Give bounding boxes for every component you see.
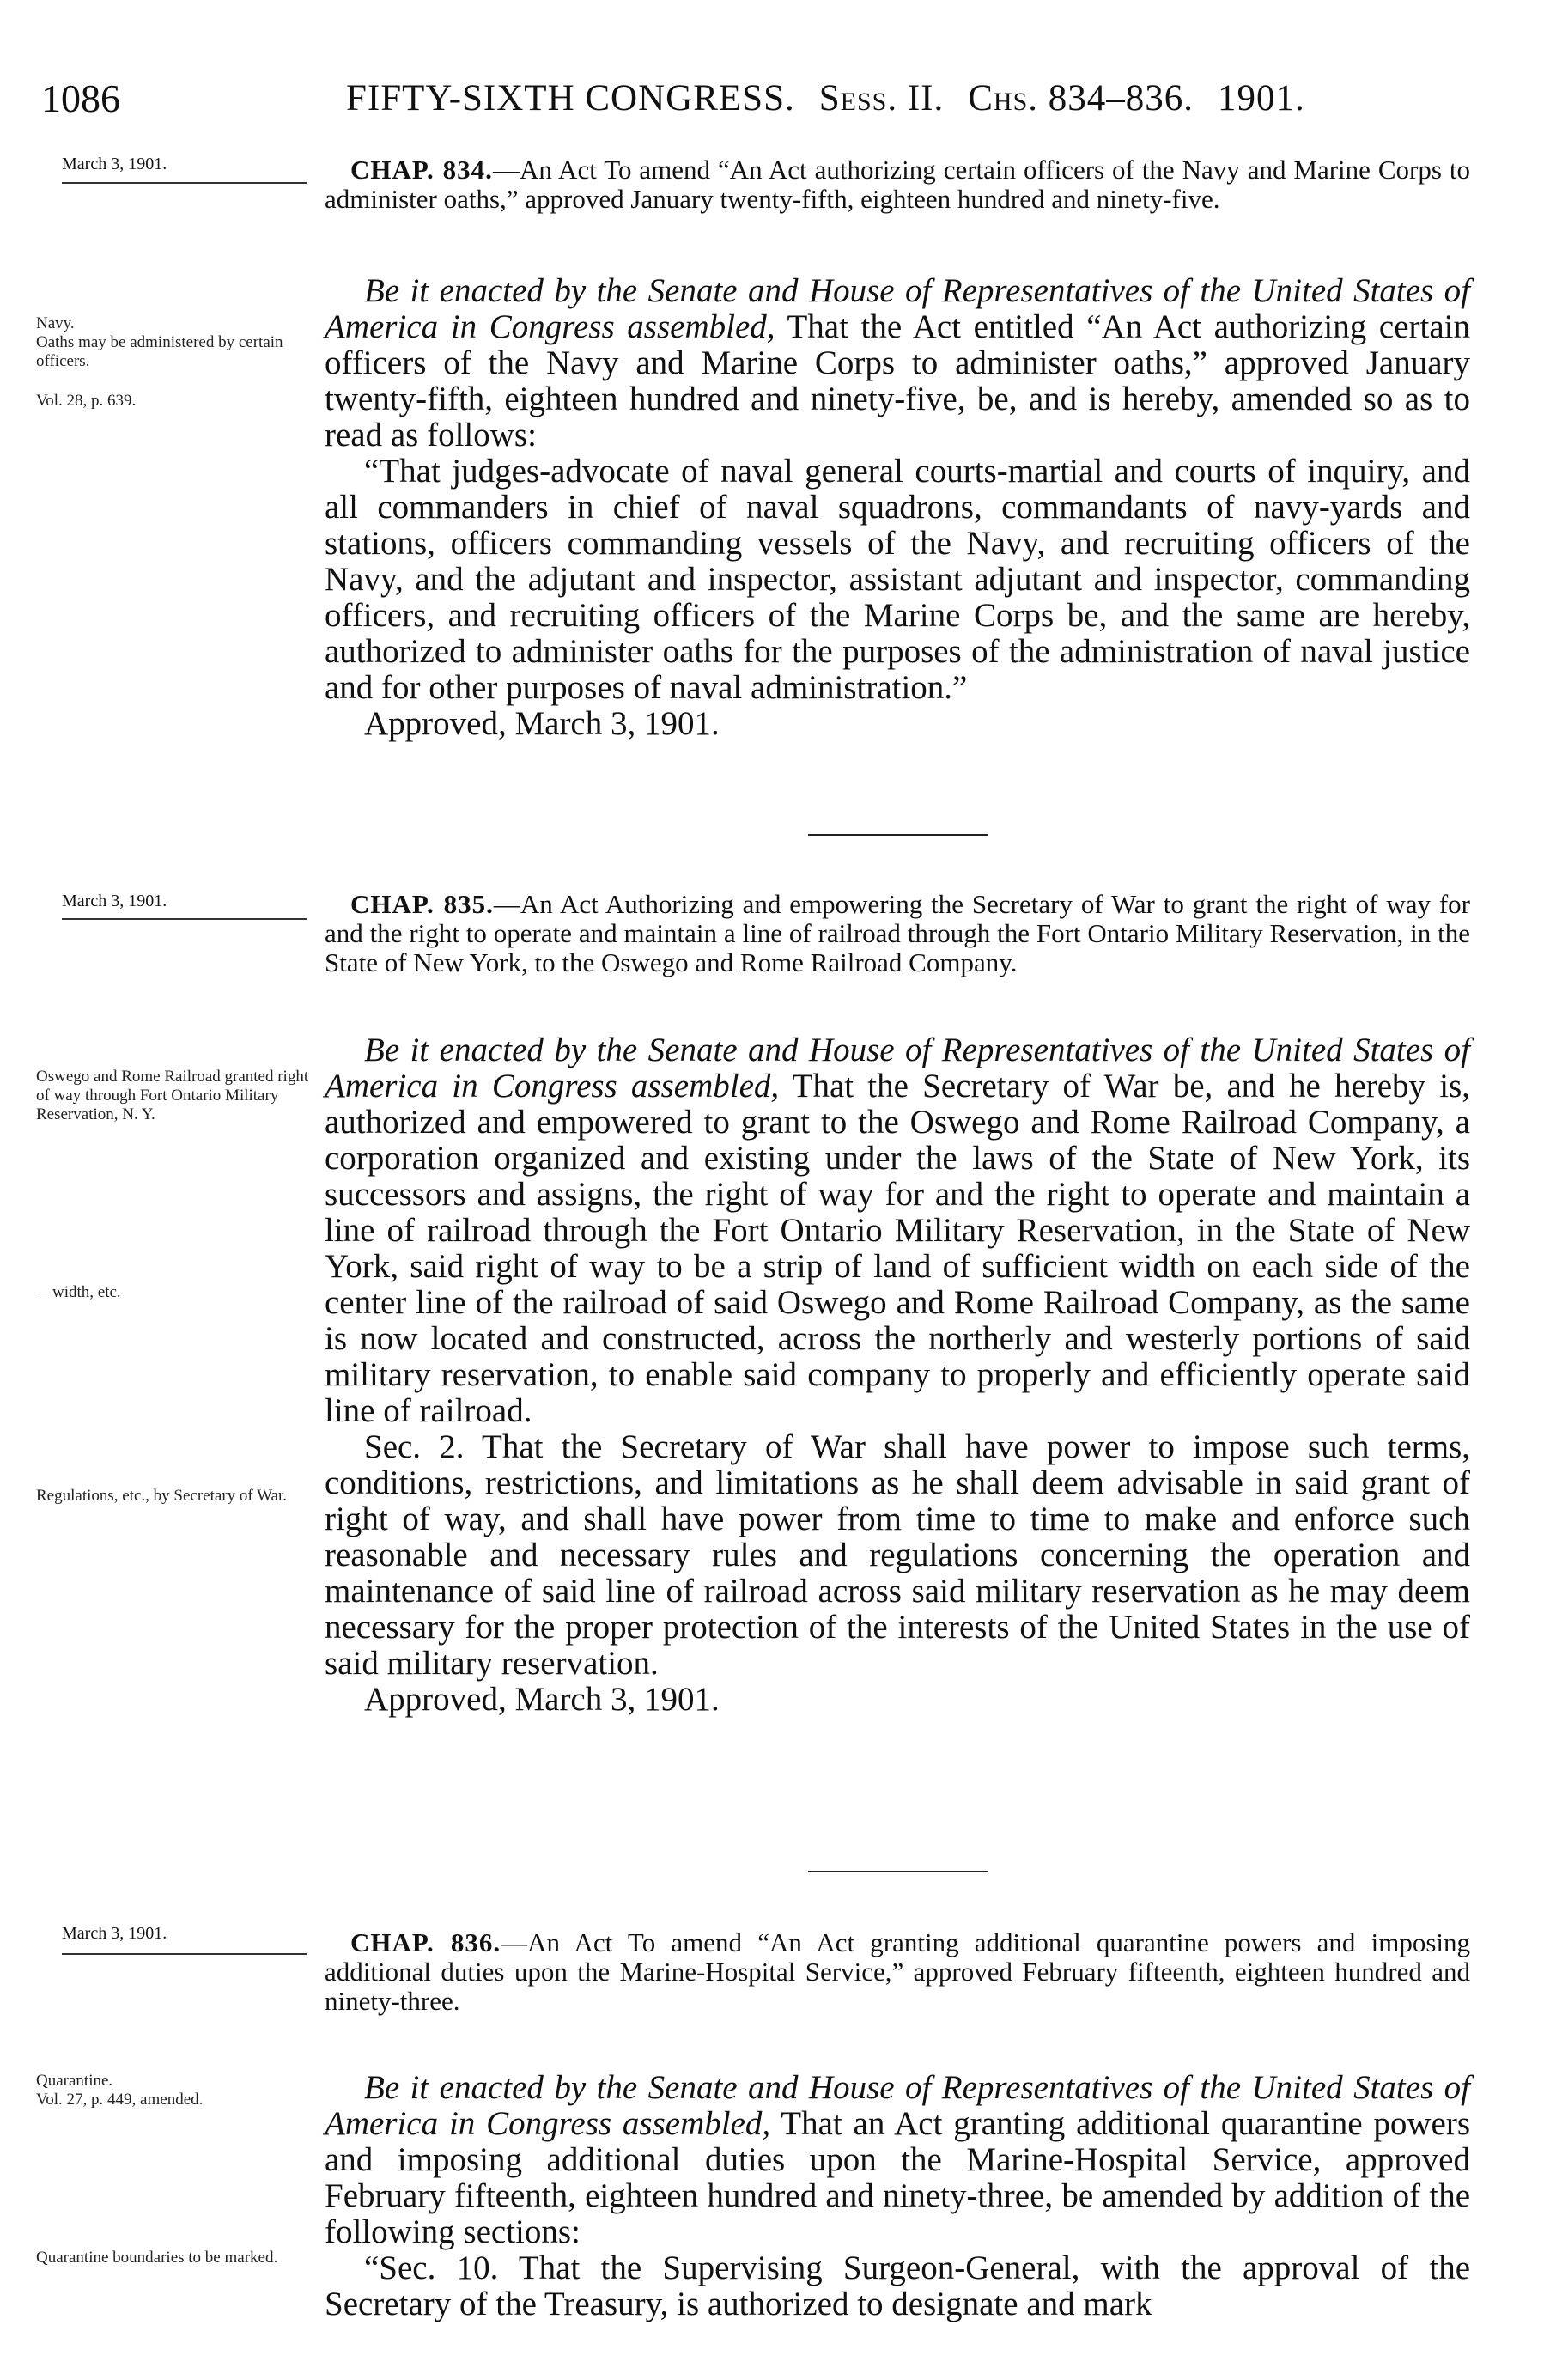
chapter-title: —An Act Authorizing and empowering the Secretary of War to grant the right of way for and the right to operate and maintain a line of railroad through the Fort Ontario Military Reservation, in the State of New York, to the Oswego and Rome Railroad Company. <box>325 889 1471 977</box>
date-rule <box>62 1953 307 1955</box>
section-text: That the Act entitled “An Act authorizing certain officers of the Navy and Marine Corps to administer oaths,” approved January twenty-fifth, eighteen hundred and ninety-five, be, and is hereby, amended so as to read as follows: <box>325 308 1470 453</box>
separator-rule <box>808 834 988 836</box>
chapter-date: March 3, 1901. <box>62 892 167 910</box>
separator-rule <box>808 1871 988 1872</box>
margin-note: Navy. <box>36 314 75 332</box>
enacting-clause: Be it enacted by the Senate and House of Representatives of the United States of America in Congress assembled, <box>325 272 1470 345</box>
approved-line: Approved, March 3, 1901. <box>364 705 720 742</box>
chapters-range: Chs. 834–836. <box>968 78 1194 119</box>
margin-note: Quarantine boundaries to be marked. <box>36 2249 278 2267</box>
act-body <box>325 273 1470 742</box>
margin-note: Oaths may be administered by certain officers. <box>36 333 283 370</box>
running-title <box>346 77 1305 119</box>
section-text: That an Act granting additional quarantine powers and imposing additional duties upon the Marine-Hospital Service, approved February fifteenth, eighteen hundred and ninety-three, be amended by addition of the following sections: <box>325 2105 1470 2250</box>
chapter-title: —An Act To amend “An Act granting additional quarantine powers and imposing additional duties upon the Marine-Hospital Service,” approved February fifteenth, eighteen hundred and ninety-three. <box>325 1927 1470 2016</box>
date-rule <box>62 918 307 920</box>
section-text: “Sec. 10. That the Supervising Surgeon-General, with the approval of the Secretary of the Treasury, is authorized to designate and mark <box>325 2249 1470 2322</box>
margin-note: Quarantine. <box>36 2072 113 2090</box>
act-body <box>325 1032 1470 1718</box>
page-number: 1086 <box>41 76 120 120</box>
enacting-clause: Be it enacted by the Senate and House of Representatives of the United States of America in Congress assembled, <box>325 2069 1470 2142</box>
date-rule <box>62 182 307 184</box>
margin-note: Vol. 27, p. 449, amended. <box>36 2091 204 2109</box>
chapter-label: CHAP. 834. <box>350 155 493 185</box>
chapter-label: CHAP. 836. <box>350 1927 501 1957</box>
margin-note: —width, etc. <box>36 1283 121 1301</box>
margin-note: Oswego and Rome Railroad granted right of way through Fort Ontario Military Reservation, N. Y. <box>36 1068 309 1123</box>
chapter-label: CHAP. 835. <box>350 889 494 919</box>
margin-note: Regulations, etc., by Secretary of War. <box>36 1487 288 1505</box>
act-body <box>325 2070 1470 2322</box>
chapter-date: March 3, 1901. <box>62 1924 167 1943</box>
session-label: Sess. II. <box>818 78 945 119</box>
margin-note: Vol. 28, p. 639. <box>36 392 137 410</box>
chapter-date: March 3, 1901. <box>62 155 167 173</box>
enacting-clause: Be it enacted by the Senate and House of Representatives of the United States of America in Congress assembled, <box>325 1032 1470 1105</box>
chapter-heading <box>325 1928 1470 2016</box>
congress-name: FIFTY-SIXTH CONGRESS. <box>346 78 795 119</box>
header-year: 1901. <box>1218 78 1305 119</box>
approved-line: Approved, March 3, 1901. <box>364 1681 720 1718</box>
section-text: Sec. 2. That the Secretary of War shall have power to impose such terms, conditions, restrictions, and limitations as he shall deem advisable in said grant of right of way, and shall have power from time to time to make and enforce such reasonable and necessary rules and regulations concerning the operation and maintenance of said line of railroad across said military reservation as he may deem necessary for the proper protection of the interests of the United States in the use of said military reservation. <box>325 1428 1470 1682</box>
chapter-heading <box>325 155 1470 214</box>
section-text: That the Secretary of War be, and he hereby is, authorized and empowered to grant to the Oswego and Rome Railroad Company, a corporation organized and existing under the laws of the State of New York, its successors and assigns, the right of way for and the right to operate and maintain a line of railroad through the Fort Ontario Military Reservation, in the State of New York, said right of way to be a strip of land of sufficient width on each side of the center line of the railroad of said Oswego and Rome Railroad Company, as the same is now located and constructed, across the northerly and westerly portions of said military reservation, to enable said company to properly and efficiently operate said line of railroad. <box>325 1068 1470 1429</box>
chapter-title: —An Act To amend “An Act authorizing certain officers of the Navy and Marine Corps to administer oaths,” approved January twenty-fifth, eighteen hundred and ninety-five. <box>325 155 1470 214</box>
chapter-heading <box>325 890 1470 977</box>
section-text: “That judges-advocate of naval general courts-martial and courts of inquiry, and all commanders in chief of naval squadrons, commandants of navy-yards and stations, officers commanding vessels of the Navy, and recruiting officers of the Navy, and the adjutant and inspector, assistant adjutant and inspector, commanding officers, and recruiting officers of the Marine Corps be, and the same are hereby, authorized to administer oaths for the purposes of the administration of naval justice and for other purposes of naval administration.” <box>325 453 1470 706</box>
page-header <box>0 76 1544 127</box>
